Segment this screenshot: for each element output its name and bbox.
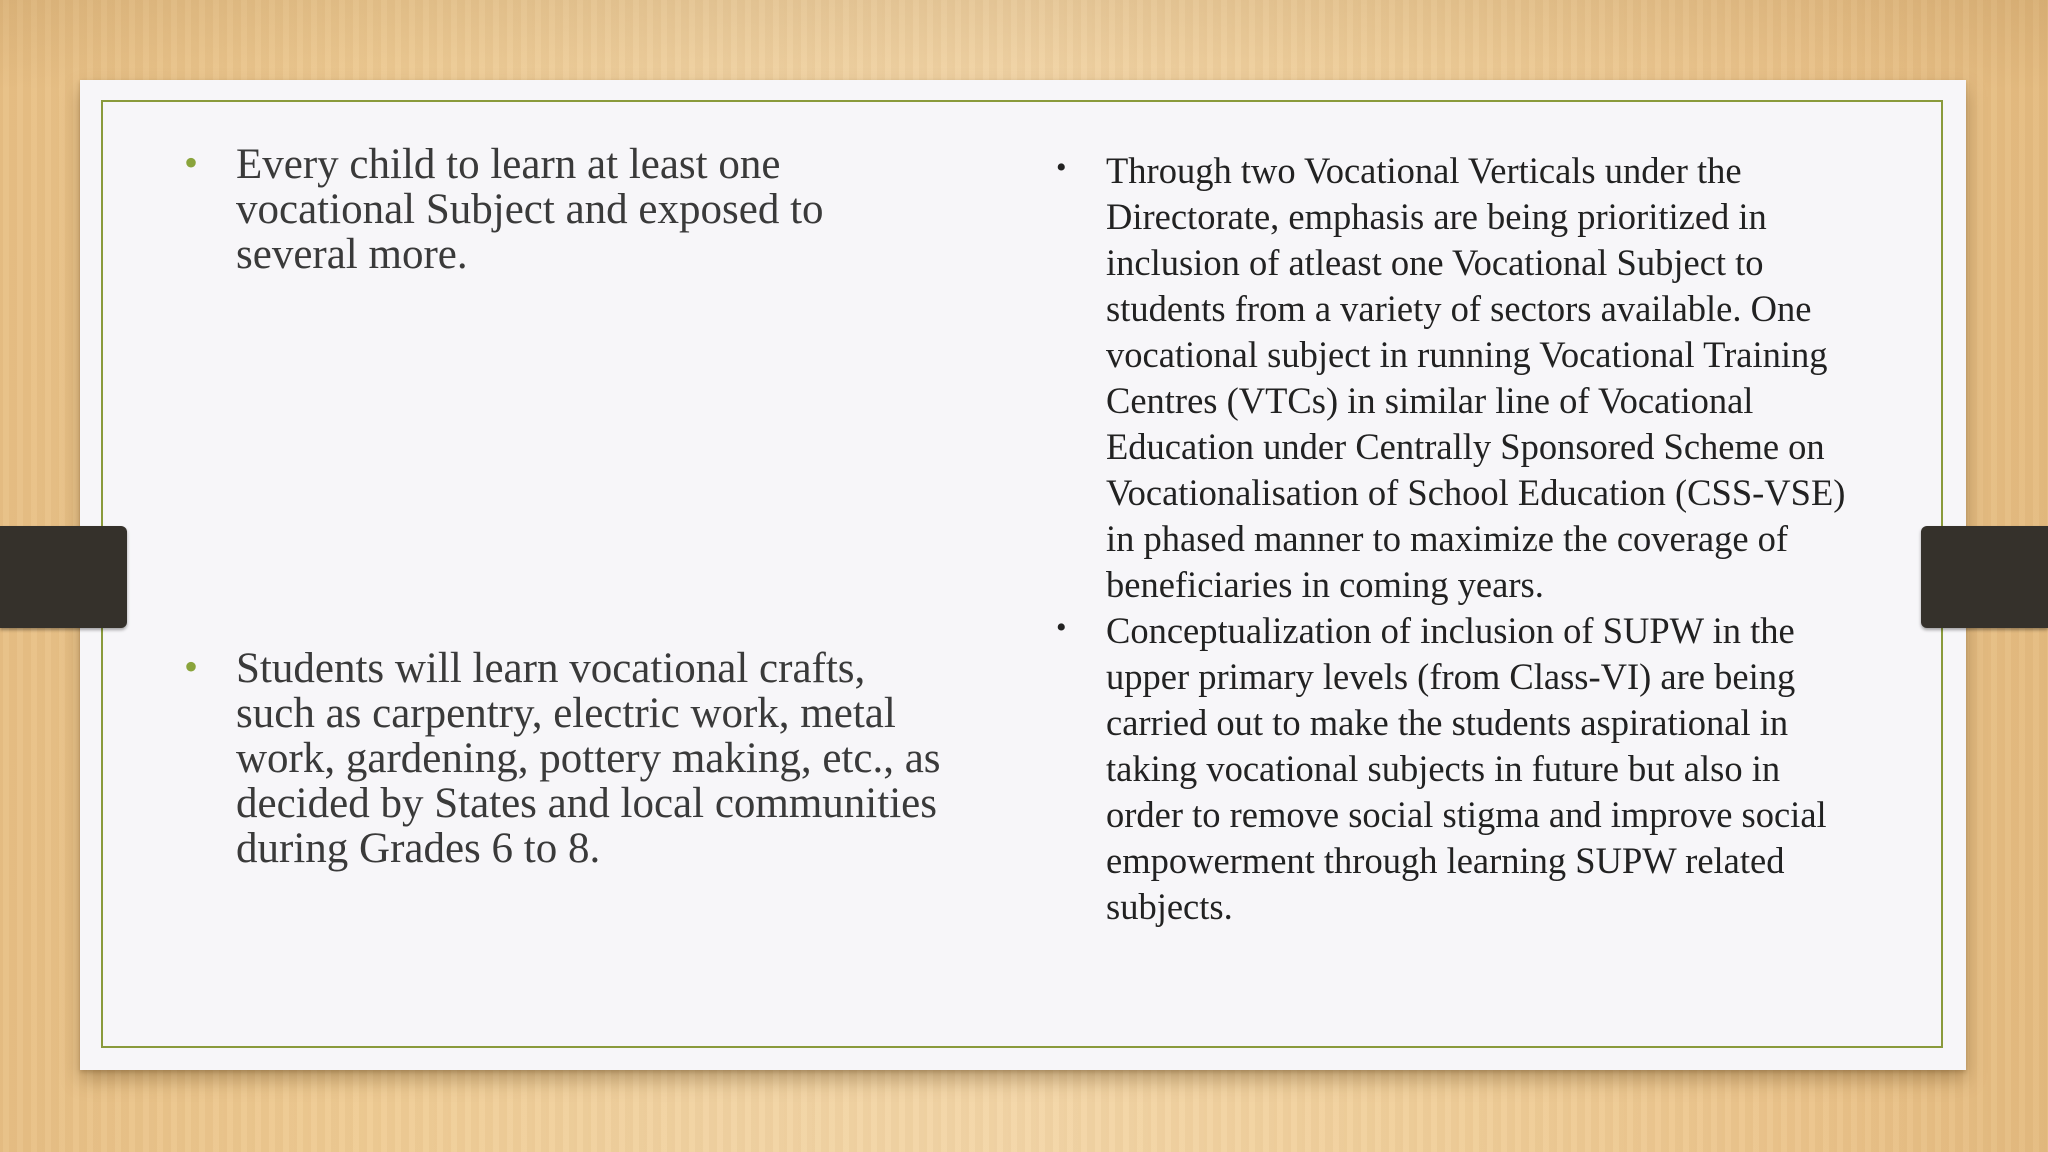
right-bullet-text: Through two Vocational Verticals under the Directorate, emphasis are being prioritized in inclusion of atleast one Vocational Subject to students from a variety of sectors available. One vocational subject in running Vocational Training Centres (VTCs) in similar line of Vocational Education under Centrally Sponsored Scheme on Vocationalisation of School Education (CSS-VSE) in phased manner to maximize the coverage of beneficiaries in coming years. [1106, 150, 1846, 605]
bullet-icon: • [184, 644, 199, 689]
left-bullet-item [184, 646, 944, 871]
left-binder-clip [0, 526, 127, 628]
left-bullet-item [184, 142, 944, 277]
right-binder-clip [1921, 526, 2048, 628]
right-bullet-list [1056, 148, 1856, 930]
bullet-icon: • [1056, 151, 1067, 184]
right-bullet-item [1056, 608, 1856, 930]
right-bullet-item [1056, 148, 1856, 608]
left-bullet-list-bottom [184, 646, 944, 871]
left-bullet-text: Every child to learn at least one vocational Subject and exposed to several more. [236, 141, 824, 278]
left-bullet-text: Students will learn vocational crafts, such as carpentry, electric work, metal work, gardening, pottery making, etc., as decided by States and local communities during Grades 6 to 8. [236, 645, 941, 872]
bullet-icon: • [184, 140, 199, 185]
bullet-icon: • [1056, 611, 1067, 644]
left-bullet-list-top [184, 142, 944, 277]
wood-background [0, 0, 2048, 90]
right-bullet-text: Conceptualization of inclusion of SUPW in the upper primary levels (from Class-VI) are being carried out to make the students aspirational in taking vocational subjects in future but also in order to remove social stigma and improve social empowerment through learning SUPW related subjects. [1106, 610, 1827, 927]
